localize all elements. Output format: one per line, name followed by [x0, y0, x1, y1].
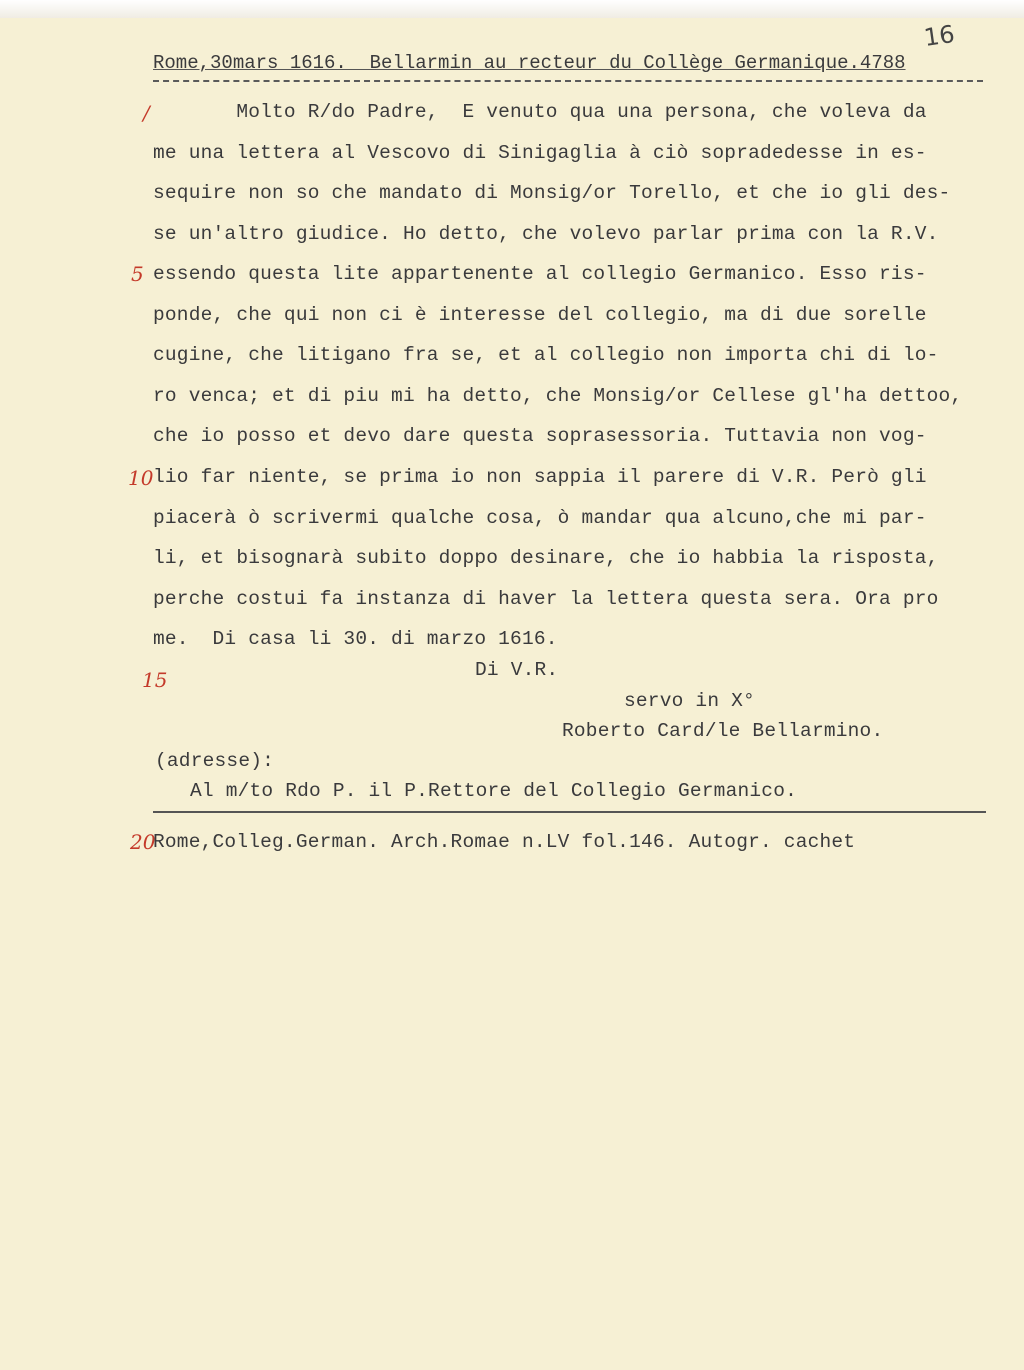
address-recipient: Al m/to Rdo P. il P.Rettore del Collegio Germanico. [190, 780, 797, 802]
header-dashed-rule [153, 80, 983, 82]
letter-line: perche costui fa instanza di haver la lettera questa sera. Ora pro [153, 588, 939, 610]
letter-line: se un'altro giudice. Ho detto, che volevo parlar prima con la R.V. [153, 223, 939, 245]
source-citation: Rome,Colleg.German. Arch.Romae n.LV fol.146. Autogr. cachet [153, 831, 856, 853]
line-number-20: 20 [130, 830, 156, 854]
letter-line: me. Di casa li 30. di marzo 1616. [153, 628, 558, 650]
letter-line: sequire non so che mandato di Monsig/or Torello, et che io gli des- [153, 182, 951, 204]
line-number-1: / [143, 101, 150, 125]
document-page [0, 18, 1024, 1370]
letter-line: essendo questa lite appartenente al collegio Germanico. Esso ris- [153, 263, 927, 285]
letter-line: cugine, che litigano fra se, et al collegio non importa chi di lo- [153, 344, 939, 366]
document-header: Rome,30mars 1616. Bellarmin au recteur du Collège Germanique.4788 [153, 52, 906, 74]
letter-line: che io posso et devo dare questa soprasessoria. Tuttavia non vog- [153, 425, 927, 447]
line-number-5: 5 [131, 262, 144, 286]
closing-salutation: Di V.R. [475, 659, 559, 681]
letter-line: ro venca; et di piu mi ha detto, che Monsig/or Cellese gl'ha dettoo, [153, 385, 963, 407]
letter-line: piacerà ò scrivermi qualche cosa, ò mandar qua alcuno,che mi par- [153, 507, 927, 529]
signature: Roberto Card/le Bellarmino. [562, 720, 884, 742]
closing-servo: servo in X° [624, 690, 755, 712]
line-number-10: 10 [128, 466, 154, 490]
line-number-15: 15 [142, 668, 168, 692]
scan-top-edge [0, 0, 1024, 20]
letter-line: me una lettera al Vescovo di Sinigaglia à ciò sopradedesse in es- [153, 142, 927, 164]
footer-rule [153, 811, 986, 813]
address-label: (adresse): [155, 750, 275, 772]
letter-line: ponde, che qui non ci è interesse del collegio, ma di due sorelle [153, 304, 927, 326]
letter-line: Molto R/do Padre, E venuto qua una persona, che voleva da [153, 101, 927, 123]
letter-line: li, et bisognarà subito doppo desinare, che io habbia la risposta, [153, 547, 939, 569]
page-number: 16 [922, 20, 957, 52]
letter-line: lio far niente, se prima io non sappia il parere di V.R. Però gli [153, 466, 927, 488]
